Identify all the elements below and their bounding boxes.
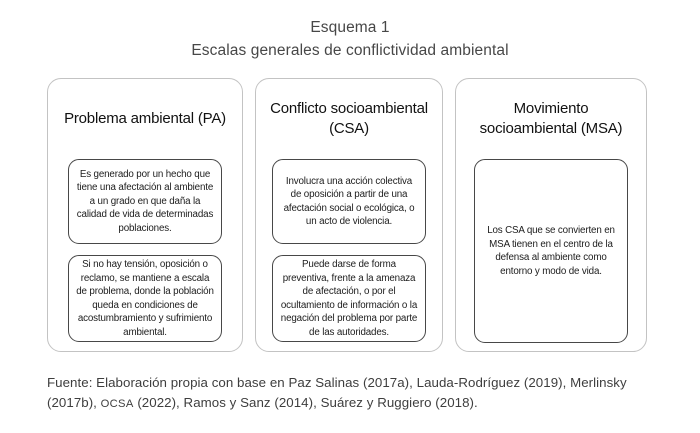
definition-box-msa-1: Los CSA que se convierten en MSA tienen en el centro de la defensa al ambiente como entorno y modo de vida. xyxy=(474,159,628,343)
source-note-ocsa: OCSA xyxy=(100,397,134,410)
source-note-part2: (2022), Ramos y Sanz (2014), Suárez y Ruggiero (2018). xyxy=(133,394,478,410)
column-movimiento-socioambiental xyxy=(455,78,647,352)
diagram-row xyxy=(47,78,647,352)
column-problema-ambiental xyxy=(47,78,243,352)
column-title-pa: Problema ambiental (PA) xyxy=(64,110,226,127)
definition-box-pa-2: Si no hay tensión, oposición o reclamo, se mantiene a escala de problema, donde la población queda en condiciones de acostumbramiento y sufrimiento ambiental. xyxy=(68,255,222,342)
figure-header xyxy=(0,16,700,62)
definition-box-pa-1: Es generado por un hecho que tiene una afectación al ambiente a un grado en que daña la calidad de vida de determinadas poblaciones. xyxy=(68,159,222,244)
definition-box-csa-2: Puede darse de forma preventiva, frente a la amenaza de afectación, o por el ocultamiento de información o la negación del problema por parte de las autoridades. xyxy=(272,255,426,342)
figure-subtitle: Escalas generales de conflictividad ambiental xyxy=(191,42,509,59)
source-note-part1: Fuente: Elaboración propia con base en Paz Salinas (2017a), Lauda-Rodríguez (2019), Merlinsky (2017b), xyxy=(47,375,627,410)
inner-stack-msa xyxy=(474,159,628,343)
column-title-csa: Conflicto socioambiental (CSA) xyxy=(270,100,428,137)
column-conflicto-socioambiental xyxy=(255,78,443,352)
inner-stack-pa xyxy=(68,159,222,342)
source-note xyxy=(47,373,672,414)
definition-box-csa-1: Involucra una acción colectiva de oposición a partir de una afectación social o ecológica, o un acto de violencia. xyxy=(272,159,426,244)
column-title-msa: Movimiento socioambiental (MSA) xyxy=(479,100,623,137)
inner-stack-csa xyxy=(272,159,426,342)
figure-title: Esquema 1 xyxy=(310,19,390,36)
